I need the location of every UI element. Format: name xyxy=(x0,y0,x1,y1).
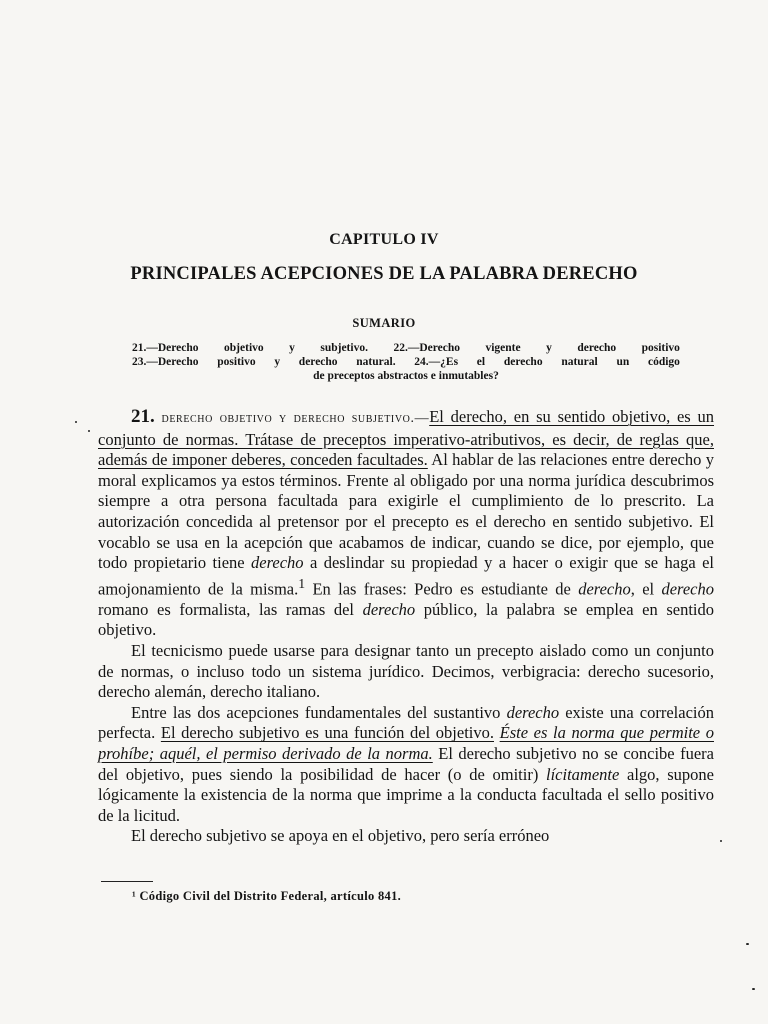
italic-term: derecho xyxy=(578,579,631,599)
sumario-word: 24.—¿Es xyxy=(414,356,459,368)
scan-speck xyxy=(720,840,722,842)
scan-speck xyxy=(746,943,749,945)
paragraph-text: En las frases: Pedro es estudiante de xyxy=(305,579,579,599)
sumario-word: y xyxy=(289,342,295,354)
sumario-block xyxy=(132,341,680,383)
paragraph-text: romano es formalista, las ramas del xyxy=(98,599,363,619)
sumario-line-2 xyxy=(132,355,680,369)
chapter-heading: CAPITULO IV xyxy=(329,231,439,248)
underlined-definition: El derecho, en su sentido objetivo, es un conjunto de normas. Trátase de preceptos imperativo-atributivos, es decir, de reglas que, además de imponer deberes, conceden facultades. xyxy=(98,407,715,470)
italic-term: lícitamente xyxy=(546,764,620,784)
sumario-line-3 xyxy=(132,369,680,383)
paragraph-text: , el xyxy=(630,579,662,599)
sumario-line-1 xyxy=(132,341,680,355)
sumario-word: derecho xyxy=(577,342,617,354)
paragraph-text: Al hablar de las relaciones entre derecho y moral explicamos ya estos términos. Frente al obligado por una norma jurídica descubrimos siempre a otra persona facultada para exigirle el cumplimiento de lo prescrito. La autorización concedida al pretensor por el precepto es el derecho en sentido subjetivo. El vocablo se usa en la acepción que acabamos de indicar, cuando se dice, por ejemplo, que todo propietario tiene xyxy=(98,450,714,573)
sumario-heading: SUMARIO xyxy=(352,316,416,330)
sumario-word: 22.—Derecho xyxy=(393,342,460,354)
italic-term: derecho xyxy=(362,599,416,619)
sumario-word: un xyxy=(616,356,630,368)
sumario-word: de preceptos abstractos e inmutables? xyxy=(313,370,499,382)
chapter-title: PRINCIPALES ACEPCIONES DE LA PALABRA DERECHO xyxy=(130,264,638,284)
sumario-word: 21.—Derecho xyxy=(132,342,199,354)
underlined-italic-sentence: Éste es la norma que permite o prohíbe; aquél, el permiso derivado de la norma. xyxy=(98,723,714,763)
sumario-word: natural. xyxy=(356,356,396,368)
italic-term: derecho xyxy=(251,553,304,573)
sumario-word: positivo xyxy=(217,356,256,368)
scan-speck xyxy=(752,988,755,990)
italic-term: derecho xyxy=(506,702,560,722)
paragraph-2: El tecnicismo puede usarse para designar tanto un precepto aislado como un conjunto de normas, o incluso todo un sistema jurídico. Decimos, verbigracia: derecho sucesorio, derecho alemán, derecho italiano. xyxy=(98,641,714,702)
footnote-ref: 1 xyxy=(298,575,306,591)
paragraph-text: Entre las dos acepciones fundamentales del sustantivo xyxy=(131,702,507,722)
scan-speck xyxy=(75,421,77,423)
body-text xyxy=(98,407,714,847)
sumario-word: derecho xyxy=(503,356,543,368)
sumario-word: el xyxy=(476,356,486,368)
sumario-word: vigente xyxy=(485,342,521,354)
paragraph-3 xyxy=(98,703,714,827)
paragraph-text: El derecho subjetivo no se concibe fuera del objetivo, pues siendo la posibilidad de hacer (o de omitir) xyxy=(98,744,714,784)
sumario-word: objetivo xyxy=(224,342,264,354)
footnote-rule xyxy=(101,881,153,882)
sumario-word: natural xyxy=(561,356,598,368)
footnote: ¹ Código Civil del Distrito Federal, artículo 841. xyxy=(132,889,402,903)
sumario-word: subjetivo. xyxy=(320,342,368,354)
paragraph-text: algo, supone lógicamente la existencia de la norma que imprime a la conducta facultada el sello positivo de la licitud. xyxy=(98,764,714,825)
paragraph-1 xyxy=(98,407,714,641)
sumario-word: y xyxy=(546,342,552,354)
sumario-word: positivo xyxy=(641,342,680,354)
paragraph-text: público, la palabra se emplea en sentido objetivo. xyxy=(98,599,714,640)
sumario-word: código xyxy=(647,356,680,368)
section-title: derecho objetivo y derecho subjetivo.— xyxy=(161,411,430,426)
sumario-word: y xyxy=(274,356,281,368)
sumario-word: 23.—Derecho xyxy=(132,356,199,368)
section-number: 21. xyxy=(131,406,155,427)
paragraph-text: existe una correlación perfecta. xyxy=(98,702,714,743)
italic-term: derecho xyxy=(661,579,714,599)
underlined-sentence: El derecho subjetivo es una función del objetivo. xyxy=(160,723,494,743)
sumario-word: derecho xyxy=(298,356,338,368)
scan-speck xyxy=(88,430,90,432)
paragraph-4: El derecho subjetivo se apoya en el objetivo, pero sería erróneo xyxy=(131,826,550,846)
paragraph-text: a deslindar su propiedad y a hacer o exigir que se haga el amojonamiento de la misma. xyxy=(98,553,714,599)
